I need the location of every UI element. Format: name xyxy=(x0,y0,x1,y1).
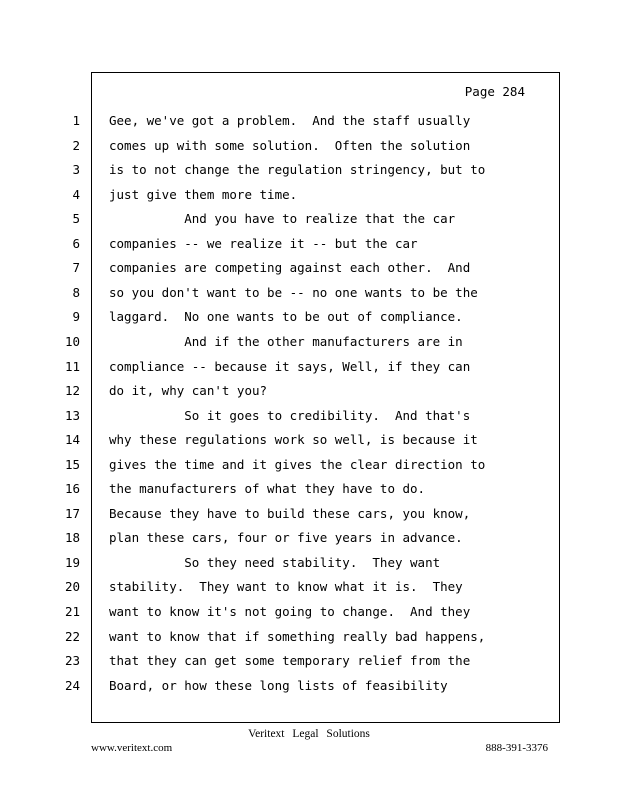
line-number: 9 xyxy=(72,309,80,324)
line-number: 5 xyxy=(72,211,80,226)
line-number: 1 xyxy=(72,113,80,128)
transcript-line: Because they have to build these cars, you know, xyxy=(109,506,471,521)
transcript-line: plan these cars, four or five years in advance. xyxy=(109,530,463,545)
line-number: 7 xyxy=(72,260,80,275)
transcript-line: companies are competing against each other. And xyxy=(109,260,471,275)
transcript-line: just give them more time. xyxy=(109,187,298,202)
line-number: 3 xyxy=(72,162,80,177)
transcript-line: so you don't want to be -- no one wants to be the xyxy=(109,285,478,300)
footer-company: Veritext Legal Solutions xyxy=(248,728,370,740)
page-number: Page 284 xyxy=(464,84,525,99)
line-number: 20 xyxy=(64,579,80,594)
transcript-line: comes up with some solution. Often the solution xyxy=(109,138,471,153)
line-number: 21 xyxy=(64,604,80,619)
line-number: 19 xyxy=(64,555,80,570)
transcript-line: companies -- we realize it -- but the car xyxy=(109,236,418,251)
transcript-line: why these regulations work so well, is because it xyxy=(109,432,478,447)
line-number: 2 xyxy=(72,138,80,153)
transcript-line: So they need stability. They want xyxy=(109,555,441,570)
transcript-line: gives the time and it gives the clear direction to xyxy=(109,457,486,472)
transcript-line: Board, or how these long lists of feasibility xyxy=(109,678,448,693)
transcript-line: is to not change the regulation stringency, but to xyxy=(109,162,486,177)
transcript-line: the manufacturers of what they have to do. xyxy=(109,481,426,496)
line-number: 14 xyxy=(64,432,80,447)
line-number: 10 xyxy=(64,334,80,349)
line-number: 11 xyxy=(64,359,80,374)
line-number: 22 xyxy=(64,629,80,644)
line-number: 4 xyxy=(72,187,80,202)
transcript-line: do it, why can't you? xyxy=(109,383,268,398)
transcript-line: want to know it's not going to change. And they xyxy=(109,604,471,619)
transcript-line: stability. They want to know what it is. They xyxy=(109,579,463,594)
line-number: 24 xyxy=(64,678,80,693)
transcript-line: And you have to realize that the car xyxy=(109,211,456,226)
footer-phone: 888-391-3376 xyxy=(485,742,548,754)
transcript-line: Gee, we've got a problem. And the staff usually xyxy=(109,113,471,128)
transcript-line: And if the other manufacturers are in xyxy=(109,334,463,349)
transcript-line: compliance -- because it says, Well, if they can xyxy=(109,359,471,374)
line-number: 15 xyxy=(64,457,80,472)
line-number: 12 xyxy=(64,383,80,398)
line-number: 13 xyxy=(64,408,80,423)
transcript-line: So it goes to credibility. And that's xyxy=(109,408,471,423)
transcript-line: want to know that if something really bad happens, xyxy=(109,629,486,644)
transcript-line: laggard. No one wants to be out of compliance. xyxy=(109,309,463,324)
footer-website: www.veritext.com xyxy=(91,742,173,754)
line-number: 6 xyxy=(72,236,80,251)
line-number: 17 xyxy=(64,506,80,521)
line-number: 8 xyxy=(72,285,80,300)
line-number: 23 xyxy=(64,653,80,668)
line-number: 16 xyxy=(64,481,80,496)
line-number: 18 xyxy=(64,530,80,545)
transcript-line: that they can get some temporary relief from the xyxy=(109,653,471,668)
